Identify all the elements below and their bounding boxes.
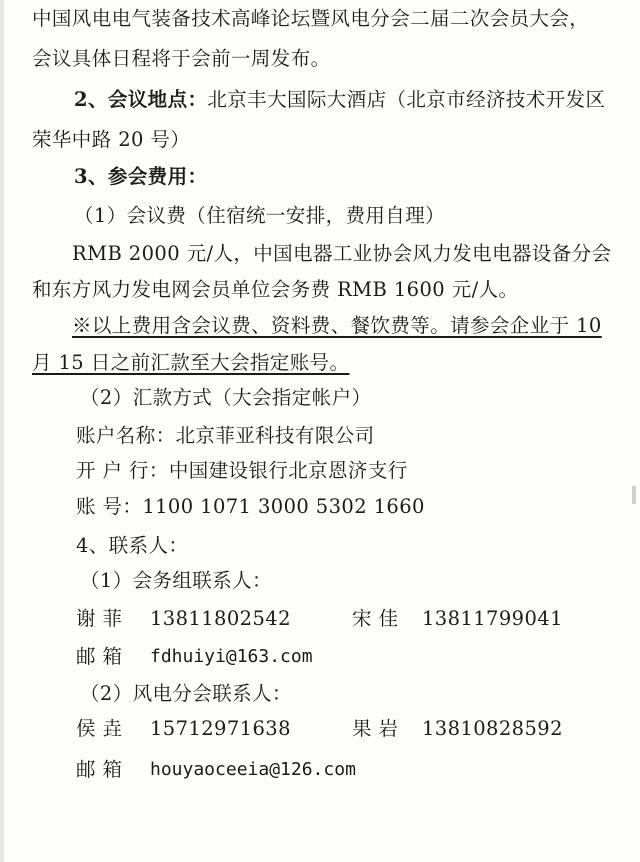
venue-line bbox=[74, 86, 605, 114]
contact-1-name: 谢 菲 bbox=[76, 607, 123, 630]
contact-group-2: （2）风电分会联系人： bbox=[80, 682, 292, 705]
bank-value: 中国建设银行北京恩济支行 bbox=[168, 459, 408, 482]
account-name-row bbox=[76, 422, 375, 450]
contact-1-phone: 13811802542 bbox=[150, 607, 291, 630]
contact-heading: 4、联系人： bbox=[76, 534, 189, 557]
note-line-1: ※以上费用含会议费、资料费、餐饮费等。请参会企业于 10 bbox=[72, 314, 602, 337]
email-2: houyaoceeia@126.com bbox=[150, 759, 356, 780]
contact-2-name: 宋 佳 bbox=[352, 607, 399, 630]
scan-mark bbox=[632, 486, 636, 504]
account-name-value: 北京菲亚科技有限公司 bbox=[175, 424, 375, 447]
account-name-label: 账户名称： bbox=[76, 424, 176, 447]
contact-1 bbox=[76, 605, 122, 633]
venue-line-2: 荣华中路 20 号） bbox=[32, 128, 191, 151]
contact-group-1: （1）会务组联系人： bbox=[80, 569, 272, 592]
contact-2-phone: 13811799041 bbox=[422, 607, 563, 630]
fee-line-1: RMB 2000 元/人，中国电器工业协会风力发电电器设备分会 bbox=[72, 242, 612, 265]
venue-heading: 2、会议地点： bbox=[74, 88, 208, 111]
fee-line-2: 和东方风力发电网会员单位会务费 RMB 1600 元/人。 bbox=[32, 278, 519, 301]
fee-heading: 3、参会费用： bbox=[74, 165, 208, 188]
email-1-label: 邮 箱 bbox=[76, 645, 123, 668]
remit-item: （2）汇款方式（大会指定帐户） bbox=[80, 386, 372, 409]
account-number-value: 1100 1071 3000 5302 1660 bbox=[142, 495, 425, 518]
email-2-label: 邮 箱 bbox=[76, 758, 123, 781]
scan-edge bbox=[0, 0, 4, 862]
account-number-label: 账 号： bbox=[76, 495, 143, 518]
venue-text: 北京丰大国际大酒店（北京市经济技术开发区 bbox=[207, 88, 606, 111]
account-number-row bbox=[76, 493, 425, 521]
text-line-1: 中国风电电气装备技术高峰论坛暨风电分会二届二次会员大会， bbox=[32, 7, 590, 30]
contact-4-name: 果 岩 bbox=[352, 717, 399, 740]
contact-3-name: 侯 垚 bbox=[76, 717, 123, 740]
text-line-2: 会议具体日程将于会前一周发布。 bbox=[32, 47, 331, 70]
bank-label: 开 户 行： bbox=[76, 459, 169, 482]
email-1: fdhuiyi@163.com bbox=[150, 646, 313, 667]
contact-4-phone: 13810828592 bbox=[422, 717, 563, 740]
note-line-2: 月 15 日之前汇款至大会指定账号。 bbox=[32, 351, 350, 374]
contact-3-phone: 15712971638 bbox=[150, 717, 291, 740]
bank-row bbox=[76, 457, 408, 485]
fee-item-1: （1）会议费（住宿统一安排，费用自理） bbox=[74, 204, 446, 227]
